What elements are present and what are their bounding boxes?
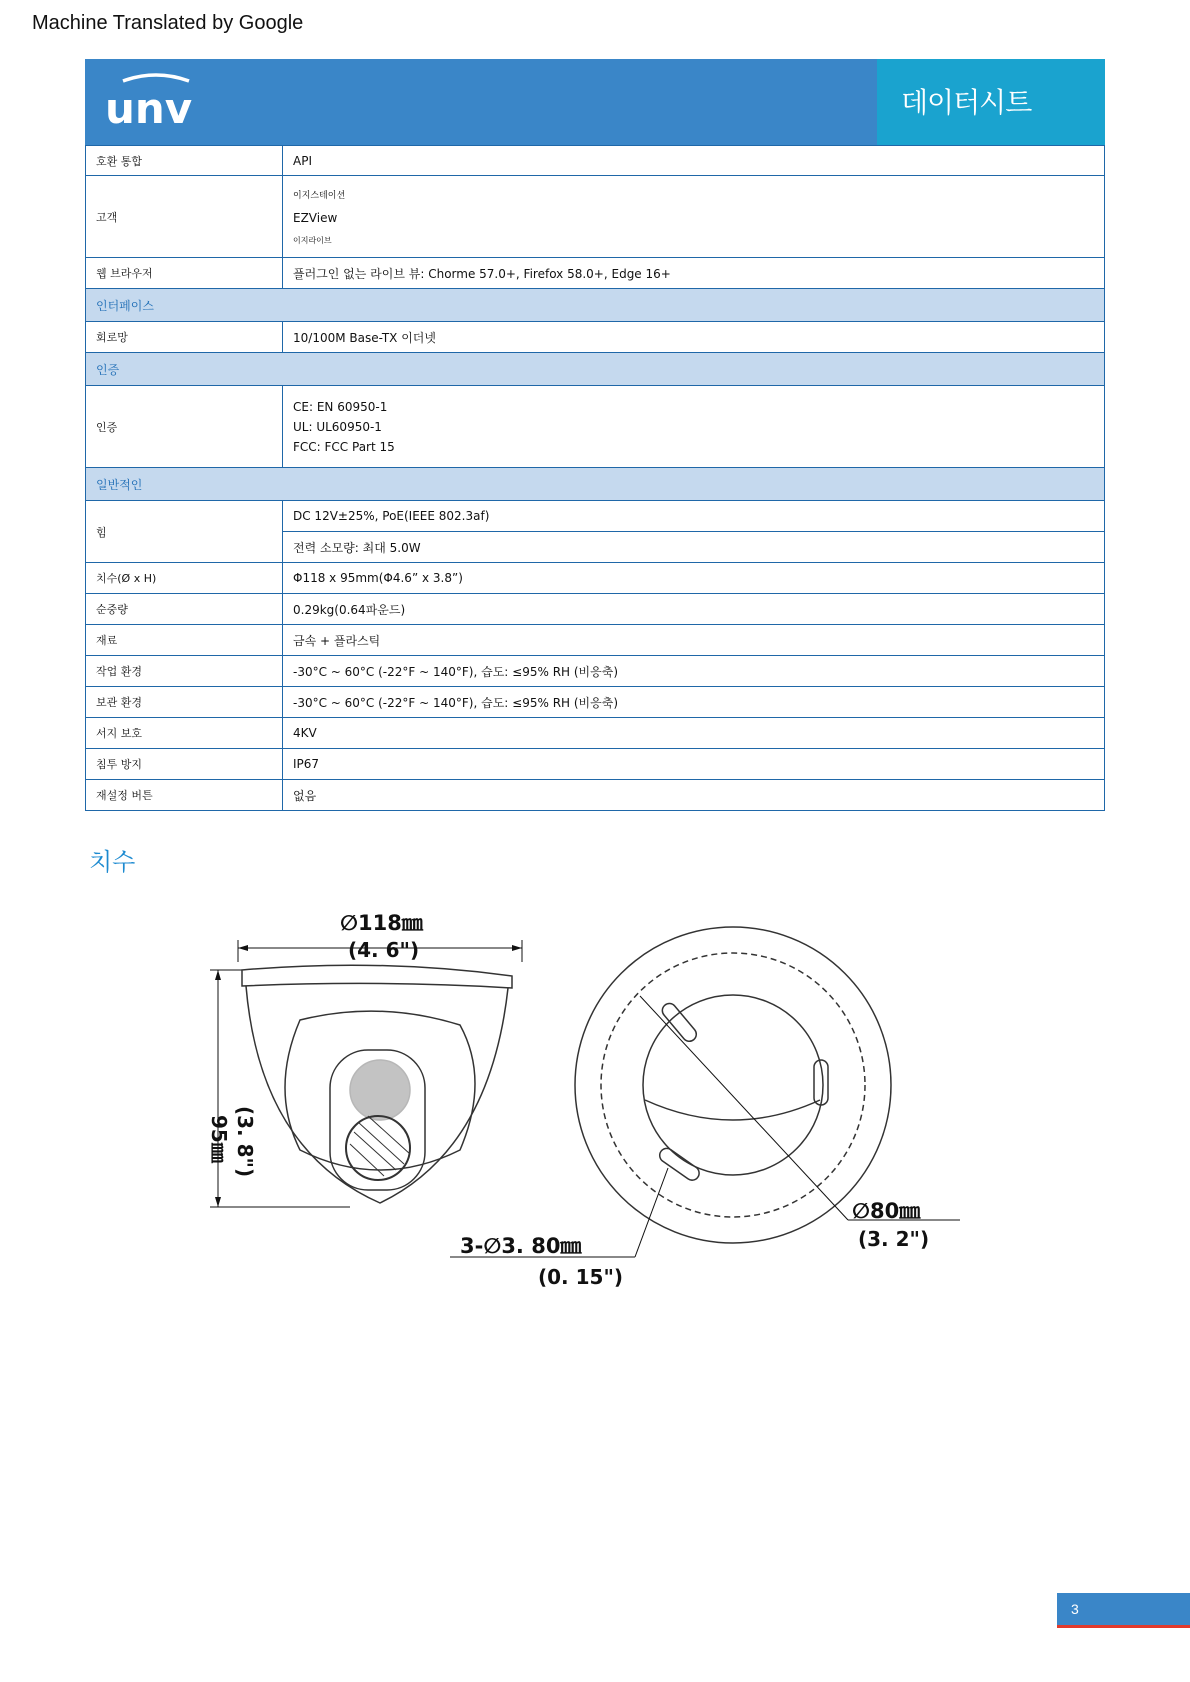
logo-text: unv: [105, 84, 193, 131]
row-label: 순중량: [86, 594, 283, 625]
width-mm-label: ∅118㎜: [340, 911, 423, 935]
row-label: 작업 환경: [86, 656, 283, 687]
hole-in-label: (0. 15"): [538, 1265, 624, 1289]
table-row: [86, 625, 1105, 656]
row-value: DC 12V±25%, PoE(IEEE 802.3af): [283, 501, 1105, 532]
row-label: 회로망: [86, 322, 283, 353]
arrow-icon: [512, 945, 522, 951]
base-in-label: (3. 2"): [858, 1227, 930, 1251]
table-row: [86, 501, 1105, 532]
section-title: 인증: [86, 353, 1105, 386]
table-row: [86, 146, 1105, 176]
width-in-label: (4. 6"): [348, 938, 420, 962]
camera-bottom-view: [575, 927, 891, 1243]
row-value: 4KV: [283, 718, 1105, 749]
client-line-2: EZView: [293, 210, 338, 225]
cert-line-3: FCC: FCC Part 15: [293, 439, 395, 454]
base-mm-label: ∅80㎜: [852, 1199, 921, 1223]
row-label: 서지 보호: [86, 718, 283, 749]
table-row: [86, 749, 1105, 780]
row-value: [283, 176, 1105, 258]
header-banner: [85, 59, 1105, 145]
spec-table: [85, 145, 1105, 811]
section-title: 일반적인: [86, 468, 1105, 501]
row-label: 고객: [86, 176, 283, 258]
row-label: 인증: [86, 386, 283, 468]
row-value: Φ118 x 95mm(Φ4.6” x 3.8”): [283, 563, 1105, 594]
table-row: [86, 687, 1105, 718]
dimensions-heading: 치수: [89, 848, 136, 876]
row-value: 10/100M Base-TX 이더넷: [283, 322, 1105, 353]
hole-mm-label: 3-∅3. 80㎜: [460, 1234, 582, 1258]
header-title-box: [877, 59, 1105, 145]
page-number: 3: [1071, 1601, 1079, 1617]
table-row: [86, 563, 1105, 594]
section-row: [86, 468, 1105, 501]
row-label: 치수(Ø x H): [86, 563, 283, 594]
row-value: 플러그인 없는 라이브 뷰: Chorme 57.0+, Firefox 58.0+, Edge 16+: [283, 258, 1105, 289]
document-title: 데이터시트: [901, 86, 1032, 119]
camera-side-view: [242, 965, 512, 1203]
row-label: 호환 통합: [86, 146, 283, 176]
table-row: [86, 176, 1105, 258]
height-mm-label: 95㎜: [207, 1115, 231, 1163]
cert-line-1: CE: EN 60950-1: [293, 399, 388, 414]
table-row: [86, 322, 1105, 353]
height-in-label: (3. 8"): [233, 1106, 257, 1178]
section-title: 인터페이스: [86, 289, 1105, 322]
row-label: 웹 브라우저: [86, 258, 283, 289]
table-row: [86, 656, 1105, 687]
client-line-1: 이지스테이션: [293, 190, 346, 201]
translation-note: Machine Translated by Google: [32, 12, 304, 34]
arrow-icon: [215, 1197, 221, 1207]
table-row: [86, 780, 1105, 811]
row-value: 전력 소모량: 최대 5.0W: [283, 532, 1105, 563]
row-label: 침투 방지: [86, 749, 283, 780]
row-value: 금속 + 플라스틱: [283, 625, 1105, 656]
row-label: 재설정 버튼: [86, 780, 283, 811]
client-line-3: 이지라이브: [293, 235, 332, 245]
row-value: -30°C ~ 60°C (-22°F ~ 140°F), 습도: ≤95% RH (비응축): [283, 687, 1105, 718]
row-label: 힘: [86, 501, 283, 563]
row-value: [283, 386, 1105, 468]
table-row: [86, 258, 1105, 289]
table-row: [86, 594, 1105, 625]
row-value: 없음: [283, 780, 1105, 811]
section-row: [86, 353, 1105, 386]
row-label: 보관 환경: [86, 687, 283, 718]
dimension-drawing: [190, 900, 1020, 1300]
row-label: 재료: [86, 625, 283, 656]
page-number-tab: [1057, 1593, 1190, 1628]
table-row: [86, 718, 1105, 749]
row-value: 0.29kg(0.64파운드): [283, 594, 1105, 625]
section-row: [86, 289, 1105, 322]
cert-line-2: UL: UL60950-1: [293, 419, 382, 434]
diameter-leader: [640, 996, 848, 1220]
arrow-icon: [215, 970, 221, 980]
row-value: API: [283, 146, 1105, 176]
row-value: IP67: [283, 749, 1105, 780]
table-row: [86, 386, 1105, 468]
row-value: -30°C ~ 60°C (-22°F ~ 140°F), 습도: ≤95% RH (비응축): [283, 656, 1105, 687]
unv-logo: [101, 73, 211, 135]
arrow-icon: [238, 945, 248, 951]
